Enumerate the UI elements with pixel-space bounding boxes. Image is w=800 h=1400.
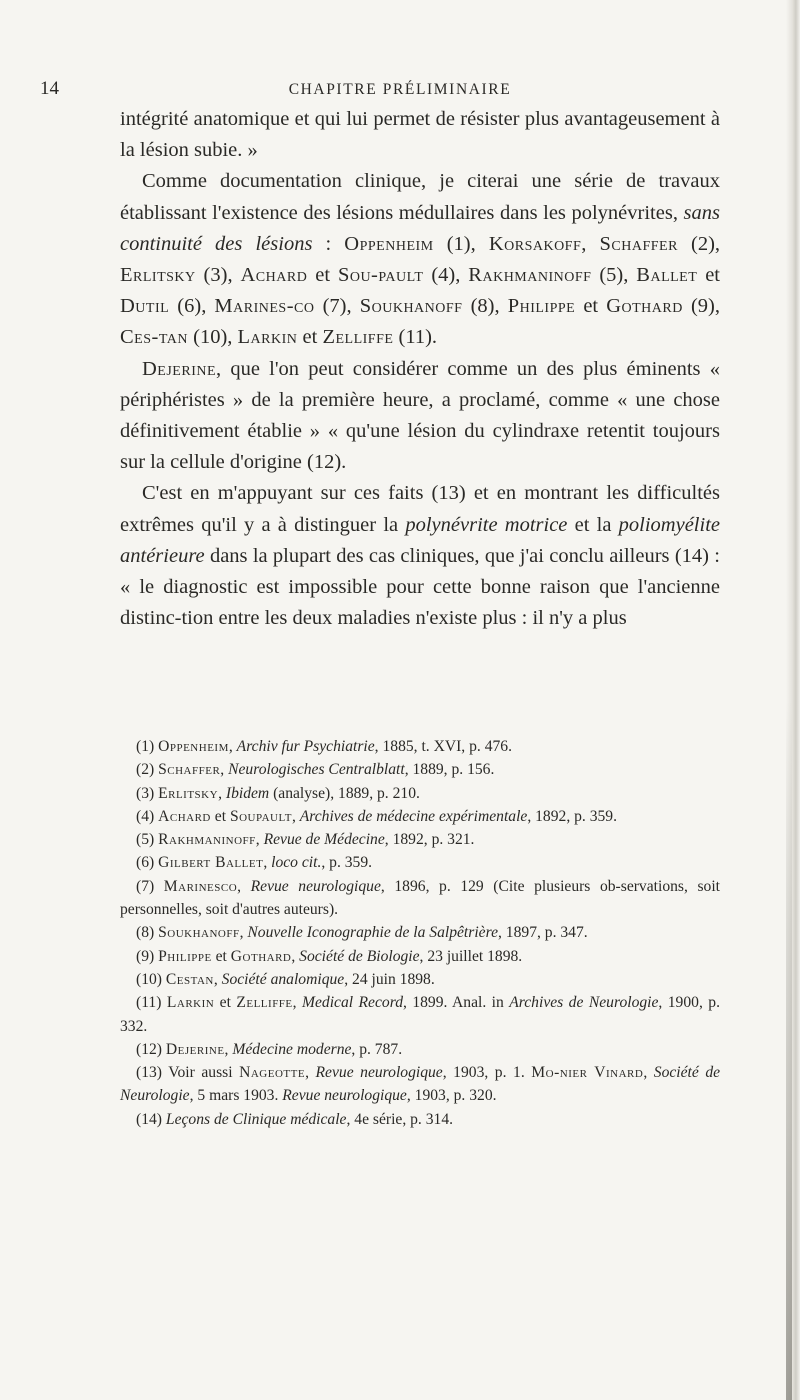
author-name: Achard [240,264,308,287]
text-span: , 1885, t. XVI, p. 476. [374,738,512,755]
footnote-number: (12) [136,1040,166,1058]
footnote-author: Nageotte [239,1064,306,1082]
footnote-13 [120,1061,720,1108]
footnote-source: Revue neurologique [282,1087,407,1105]
footnote-author: Soukhanoff [158,924,240,942]
text-span: , [263,854,272,872]
text-span: , 5 mars 1903. [189,1087,283,1105]
text-span: (9), [682,295,720,318]
text-span: , [255,831,264,849]
text-span: , [581,232,600,255]
text-span: Voir aussi [168,1064,240,1082]
text-span: , [239,924,248,942]
text-span: (7), [314,295,360,318]
text-span: , 4e série, p. 314. [346,1110,454,1128]
footnote-number: (2) [136,761,159,779]
text-span: , [291,807,300,825]
paragraph-4 [120,478,720,634]
footnote-author: Schaffer [158,761,221,779]
footnote-source: Médecine moderne [232,1040,352,1058]
footnote-source: Revue neurologique [250,877,381,895]
text-span: , 24 juin 1898. [344,970,435,988]
footnote-number: (4) [136,807,159,825]
text-span: et [210,807,230,825]
footnote-author: Larkin [166,994,215,1012]
running-title: CHAPITRE PRÉLIMINAIRE [288,81,512,98]
paragraph-3 [120,354,720,479]
page-number: 14 [40,78,59,99]
author-name: Erlitsky [120,264,196,287]
text-span: et [297,326,323,349]
footnote-source: Archives de médecine expérimentale [299,807,528,825]
footnote-9 [120,945,720,968]
footnote-source: Neurologisches Centralblatt [228,761,405,779]
text-span: (6), [169,295,215,318]
text-span: (5), [591,264,637,287]
text-span: , [305,1064,316,1082]
footnote-4 [120,805,720,828]
text-span: et [211,947,231,965]
text-span: (3), [195,264,241,287]
text-span: (4), [423,264,469,287]
footnote-source: Société analomique [221,970,345,988]
author-name: Zelliffe [322,326,394,349]
footnote-number: (6) [136,854,159,872]
text-span: et [214,994,237,1012]
author-name: Oppenheim [344,232,434,255]
text-span: , [643,1064,654,1082]
author-name: Dutil [120,295,170,318]
text-span: , que l'on peut considérer comme un des plus éminents « périphéristes » de la première heure, a proclamé, comme « une chose définitivement établie » « qu'une lésion du cylindraxe retentit toujours sur la cellule d'origine (12). [120,357,720,474]
text-span: , [291,947,300,965]
footnote-author: Rakhmaninoff [158,831,256,849]
footnote-number: (9) [136,947,159,965]
footnote-source: Leçons de Clinique médicale [165,1110,347,1128]
author-name: Korsakoff [488,232,582,255]
text-span: et [575,295,607,318]
page-edge-shadow [786,700,792,1400]
footnote-source: Nouvelle Iconographie de la Salpêtrière [247,924,498,942]
footnote-14 [120,1108,720,1131]
footnote-5 [120,828,720,851]
footnote-number: (14) [136,1110,166,1128]
footnote-7 [120,875,720,922]
footnote-author: Achard [158,807,211,825]
text-span: , 1896, p. 129 (Cite plusieurs ob-servations, soit personnelles, soit d'autres auteurs). [120,877,720,919]
author-name: Rakhmaninoff [468,264,592,287]
footnote-source: Ibidem [225,784,270,802]
author-name: Gothard [606,295,683,318]
footnote-author: Gothard [230,947,292,965]
text-span: , 1892, p. 359. [527,807,617,825]
footnote-source: Société de Neurologie [120,1064,721,1105]
text-span: , 1899. Anal. in [403,994,510,1012]
footnote-number: (8) [136,924,159,942]
text-span: C'est en m'appuyant sur ces faits (13) et en montrant les difficultés extrêmes qu'il y a à distinguer la [120,482,720,536]
footnote-2 [120,758,720,781]
text-span: et [697,264,721,287]
text-span: (1), [433,232,489,255]
paragraph-1 [120,104,720,166]
footnote-8 [120,921,720,944]
text-span: , 23 juillet 1898. [419,947,523,965]
footnote-source: Archives de Neurologie [509,994,659,1012]
footnote-11 [120,991,720,1038]
text-span: intégrité anatomique et qui lui permet de résister plus avantageusement à la lésion subie. » [120,108,720,162]
italic-phrase: polynévrite motrice [405,513,568,536]
footnote-source: Société de Biologie [299,947,420,965]
author-name: Dejerine [142,357,217,380]
footnote-source: loco cit. [271,854,322,872]
italic-phrase: sans continuité des lésions [120,201,720,255]
text-span: , 1903, p. 320. [406,1087,497,1105]
footnote-number: (5) [136,831,159,849]
footnote-number: (7) [136,877,164,895]
footnote-source: Revue neurologique [315,1064,443,1082]
footnote-source: Medical Record [302,994,403,1012]
footnote-3 [120,782,720,805]
footnote-author: Dejerine [165,1040,225,1058]
footnote-source: Archiv fur Psychiatrie [236,738,375,755]
footnote-10 [120,968,720,991]
text-span: (analyse), 1889, p. 210. [269,784,420,802]
text-span: , [218,784,226,802]
text-span: (8), [462,295,508,318]
author-name: Ces-tan [120,326,188,349]
footnote-author: Philippe [158,947,212,965]
text-span: , 1900, p. 332. [120,994,720,1035]
footnote-number: (10) [136,970,166,988]
footnote-6 [120,851,720,874]
footnote-number: (1) [136,738,159,755]
footnote-author: Cestan [165,970,214,988]
author-name: Schaffer [599,232,678,255]
text-span: , 1897, p. 347. [498,924,588,942]
text-span: , [213,970,222,988]
author-name: Soukhanoff [359,295,463,318]
text-span: et [307,264,338,287]
text-span: : [312,232,345,255]
footnotes [120,735,720,1131]
text-span: , 1892, p. 321. [384,831,475,849]
body-text [120,104,720,634]
footnote-author: Gilbert Ballet [158,854,264,872]
footnote-1 [120,735,720,758]
text-span: , [292,994,302,1012]
text-span: (2), [677,232,721,255]
text-span: , 1889, p. 156. [404,761,495,779]
footnote-author: Zelliffe [236,994,293,1012]
italic-phrase: poliomyélite antérieure [120,513,720,567]
footnote-number: (3) [136,784,159,802]
author-name: Marines-co [214,295,315,318]
footnote-source: Revue de Médecine [263,831,385,849]
footnote-author: Soupault [229,807,292,825]
text-span: , [237,877,251,895]
text-span: (11). [393,326,438,349]
text-span: , [224,1040,233,1058]
paragraph-2 [120,166,720,353]
footnote-author: Mo-nier Vinard [531,1064,644,1082]
text-span: (10), [188,326,238,349]
author-name: Ballet [636,264,698,287]
text-span: , p. 359. [321,854,373,872]
footnote-number: (13) [136,1064,169,1082]
text-span: dans la plupart des cas cliniques, que j'ai conclu ailleurs (14) : « le diagnostic est impossible pour cette bonne raison que l'ancienne distinc-tion entre les deux maladies n'existe plus : il n'y a plus [120,544,720,630]
footnote-author: Oppenheim [158,738,229,755]
text-span: , 1903, p. 1. [442,1064,532,1082]
text-span: , [220,761,229,779]
author-name: Larkin [237,326,298,349]
text-span: , [228,738,237,755]
footnote-author: Marinesco [163,877,238,895]
footnote-12 [120,1038,720,1061]
text-span: Comme documentation clinique, je citerai une série de travaux établissant l'existence des lésions médullaires dans les polynévrites, [120,170,720,224]
author-name: Philippe [507,295,576,318]
footnote-number: (11) [136,994,167,1012]
text-span: et la [567,513,619,536]
author-name: Sou-pault [337,264,424,287]
footnote-author: Erlitsky [158,784,219,802]
text-span: , p. 787. [351,1040,403,1058]
page-header [40,78,760,102]
